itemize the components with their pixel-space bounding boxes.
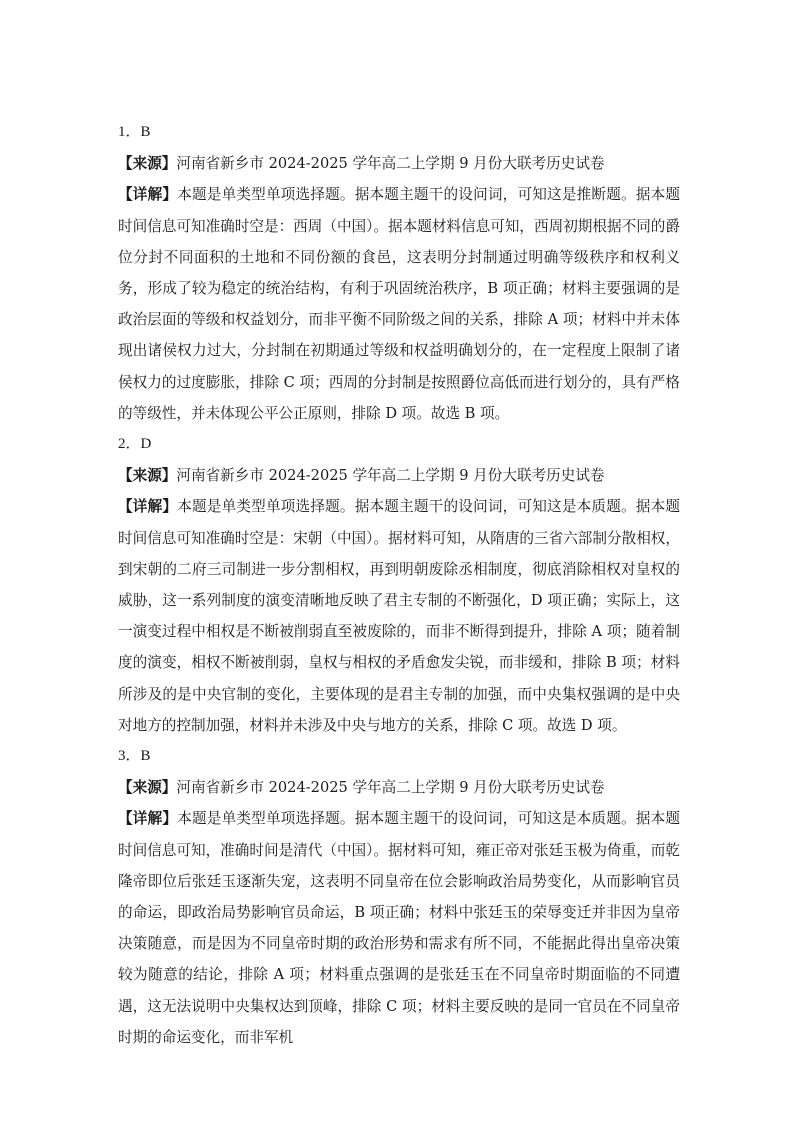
question-block-2	[118, 429, 680, 741]
answer-number: 1．B	[118, 124, 151, 140]
answer-number: 3．B	[118, 748, 151, 765]
source-tag: 【来源】	[118, 155, 177, 173]
detail-text: 本题是单类型单项选择题。据本题主题干的设问词，可知这是本质题。据本题时间信息可知准确时空是：宋朝（中国）。据材料可知，从隋唐的三省六部制分散相权，到宋朝的二府三司制进一步分割相权，再到明朝废除丞相制度，彻底消除相权对皇权的威胁，这一系列制度的演变清晰地反映了君主专制的不断强化，D 项正确；实际上，这一演变过程中相权是不断被削弱直至被废除的，而非不断得到提升，排除 A 项；随着制度的演变，相权不断被削弱，皇权与相权的矛盾愈发尖锐，而非缓和，排除 B 项；材料所涉及的是中央官制的变化，主要体现的是君主专制的加强，而中央集权强调的是中央对地方的控制加强，材料并未涉及中央与地方的关系，排除 C 项。故选 D 项。	[118, 498, 680, 734]
question-block-3	[118, 741, 680, 1053]
question-block-1	[118, 117, 680, 429]
detail-paragraph	[118, 803, 680, 1053]
source-line	[118, 460, 680, 491]
source-line	[118, 148, 680, 179]
answer-number: 2．D	[118, 436, 152, 453]
detail-tag: 【详解】	[118, 498, 178, 516]
detail-text: 本题是单类型单项选择题。据本题主题干的设问词，可知这是本质题。据本题时间信息可知，准确时间是清代（中国）。据材料可知，雍正帝对张廷玉极为倚重，而乾隆帝即位后张廷玉逐渐失宠，这表明不同皇帝在位会影响政治局势变化，从而影响官员的命运，即政治局势影响官员命运，B 项正确；材料中张廷玉的荣辱变迁并非因为皇帝决策随意，而是因为不同皇帝时期的政治形势和需求有所不同，不能据此得出皇帝决策较为随意的结论，排除 A 项；材料重点强调的是张廷玉在不同皇帝时期面临的不同遭遇，这无法说明中央集权达到顶峰，排除 C 项；材料主要反映的是同一官员在不同皇帝时期的命运变化，而非军机	[118, 810, 680, 1046]
source-tag: 【来源】	[118, 467, 177, 485]
source-line	[118, 772, 680, 803]
answer-explanations	[118, 117, 680, 1053]
detail-tag: 【详解】	[118, 810, 178, 828]
detail-paragraph	[118, 491, 680, 741]
source-text: 河南省新乡市 2024-2025 学年高二上学期 9 月份大联考历史试卷	[176, 779, 605, 797]
source-tag: 【来源】	[118, 779, 177, 797]
source-text: 河南省新乡市 2024-2025 学年高二上学期 9 月份大联考历史试卷	[176, 467, 605, 485]
detail-text: 本题是单类型单项选择题。据本题主题干的设问词，可知这是推断题。据本题时间信息可知准确时空是：西周（中国）。据本题材料信息可知，西周初期根据不同的爵位分封不同面积的土地和不同份额的食邑，这表明分封制通过明确等级秩序和权利义务，形成了较为稳定的统治结构，有利于巩固统治秩序，B 项正确；材料主要强调的是政治层面的等级和权益划分，而非平衡不同阶级之间的关系，排除 A 项；材料中并未体现出诸侯权力过大，分封制在初期通过等级和权益明确划分的，在一定程度上限制了诸侯权力的过度膨胀，排除 C 项；西周的分封制是按照爵位高低而进行划分的，具有严格的等级性，并未体现公平公正原则，排除 D 项。故选 B 项。	[118, 186, 680, 422]
detail-tag: 【详解】	[118, 186, 178, 204]
detail-paragraph	[118, 179, 680, 429]
source-text: 河南省新乡市 2024-2025 学年高二上学期 9 月份大联考历史试卷	[176, 155, 605, 173]
